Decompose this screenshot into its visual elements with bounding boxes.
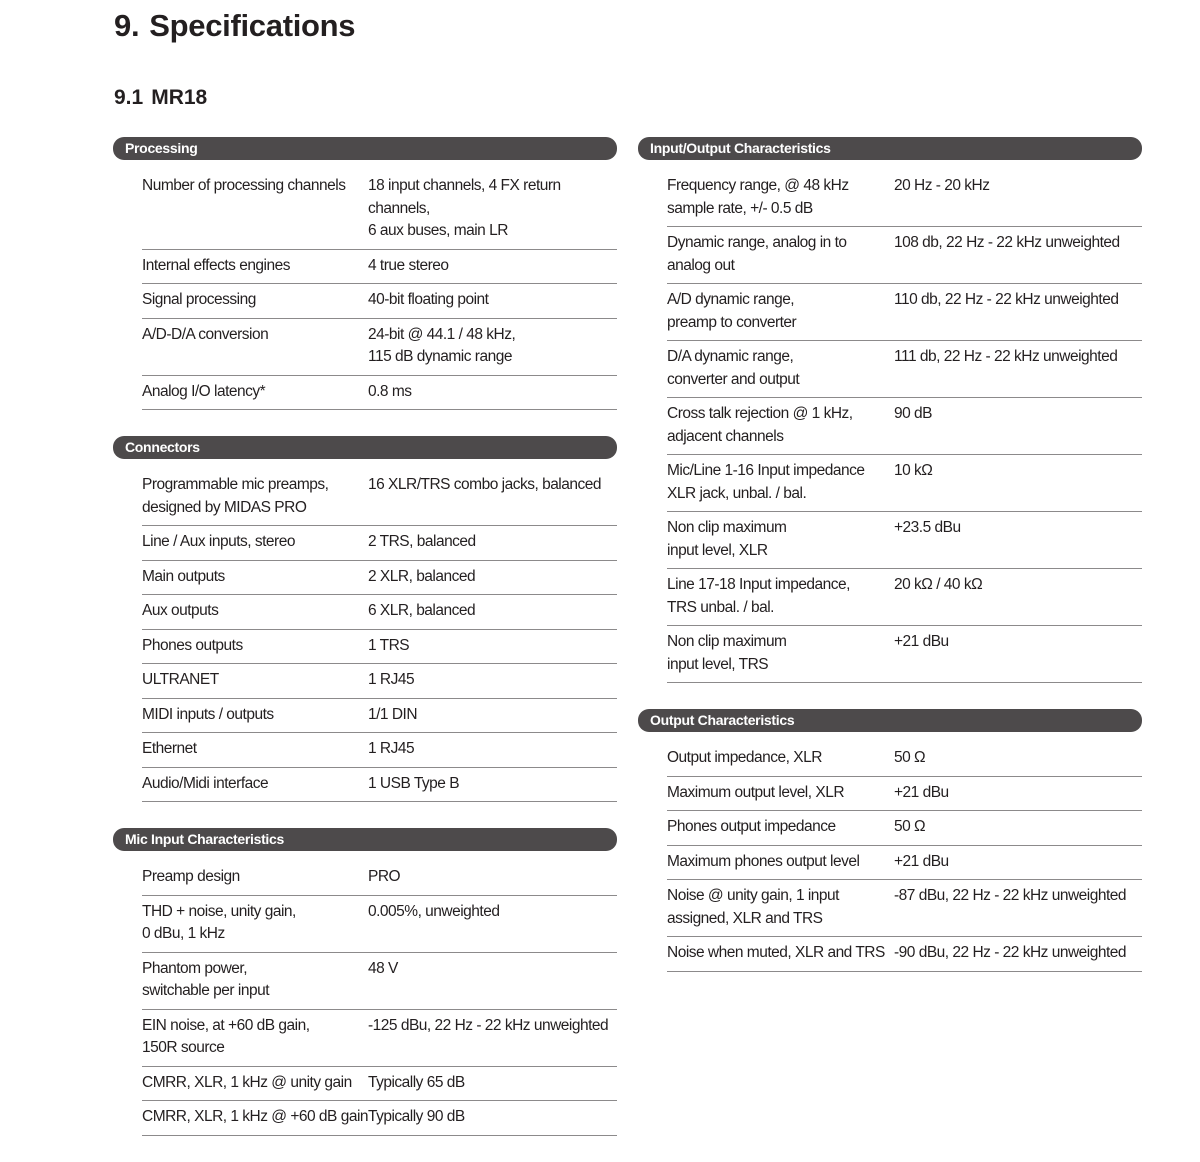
spec-value: 0.005%, unweighted [368, 902, 500, 920]
spec-row [667, 846, 1142, 881]
spec-row [142, 376, 617, 411]
spec-section-input-output-characteristics [638, 137, 1142, 683]
spec-label: Ethernet [142, 740, 197, 757]
spec-label: A/D dynamic range, preamp to converter [667, 291, 797, 331]
spec-label: CMRR, XLR, 1 kHz @ +60 dB gain [142, 1108, 369, 1125]
section-number: 9.1 [114, 86, 144, 109]
spec-value: 6 XLR, balanced [368, 602, 476, 619]
spec-value: 20 kΩ / 40 kΩ [894, 576, 983, 593]
chapter-heading [114, 8, 355, 44]
spec-label: Phantom power, switchable per input [142, 959, 269, 999]
section-title: MR18 [151, 86, 208, 109]
spec-label: MIDI inputs / outputs [142, 705, 274, 723]
spec-row [142, 170, 617, 250]
spec-value: -90 dBu, 22 Hz - 22 kHz unweighted [894, 944, 1126, 961]
section-header: Mic Input Characteristics [113, 828, 617, 851]
spec-value: 18 input channels, 4 FX return channels, 6 aux buses, main LR [368, 177, 561, 239]
spec-row [142, 250, 617, 285]
spec-value: +21 dBu [894, 633, 949, 650]
spec-row [142, 1067, 617, 1102]
spec-value: 90 dB [894, 405, 933, 422]
spec-row [667, 341, 1142, 398]
spec-label: CMRR, XLR, 1 kHz @ unity gain [142, 1073, 352, 1091]
spec-row [667, 880, 1142, 937]
spec-label: Phones outputs [142, 636, 243, 654]
spec-value: 2 TRS, balanced [368, 533, 476, 550]
spec-row [667, 569, 1142, 626]
spec-label: THD + noise, unity gain, 0 dBu, 1 kHz [142, 902, 296, 942]
right-column [638, 137, 1142, 998]
spec-label: Preamp design [142, 868, 240, 885]
spec-row [667, 742, 1142, 777]
spec-section-processing [113, 137, 617, 410]
spec-label: Noise @ unity gain, 1 input assigned, XLR and TRS [667, 887, 839, 927]
spec-row [667, 227, 1142, 284]
spec-value: 20 Hz - 20 kHz [894, 177, 990, 194]
spec-value: 1/1 DIN [368, 705, 418, 723]
spec-value: Typically 65 dB [368, 1073, 465, 1091]
spec-table [142, 170, 617, 410]
spec-label: Dynamic range, analog in to analog out [667, 234, 847, 274]
spec-row [142, 595, 617, 630]
spec-table [667, 170, 1142, 683]
spec-value: -87 dBu, 22 Hz - 22 kHz unweighted [894, 887, 1126, 904]
spec-row [142, 319, 617, 376]
spec-value: 1 RJ45 [368, 671, 415, 688]
spec-value: PRO [368, 868, 401, 885]
spec-row [667, 284, 1142, 341]
spec-table [142, 861, 617, 1136]
spec-value: 0.8 ms [368, 382, 412, 400]
spec-value: 24-bit @ 44.1 / 48 kHz, 115 dB dynamic range [368, 325, 516, 365]
spec-table [142, 469, 617, 802]
chapter-number: 9. [114, 8, 140, 43]
spec-value: 108 db, 22 Hz - 22 kHz unweighted [894, 234, 1120, 251]
spec-value: 4 true stereo [368, 256, 449, 274]
spec-value: 1 TRS [368, 636, 410, 654]
section-header: Output Characteristics [638, 709, 1142, 732]
spec-table [667, 742, 1142, 972]
spec-label: D/A dynamic range, converter and output [667, 348, 800, 388]
spec-label: Phones output impedance [667, 818, 836, 835]
spec-value: 48 V [368, 959, 398, 977]
spec-label: Analog I/O latency* [142, 382, 266, 400]
spec-value: +21 dBu [894, 852, 949, 870]
spec-label: Line / Aux inputs, stereo [142, 533, 295, 550]
spec-row [142, 284, 617, 319]
spec-value: +23.5 dBu [894, 519, 961, 536]
spec-value: -125 dBu, 22 Hz - 22 kHz unweighted [368, 1016, 609, 1034]
spec-value: 1 RJ45 [368, 740, 415, 757]
spec-row [667, 811, 1142, 846]
spec-label: Line 17-18 Input impedance, TRS unbal. / bal. [667, 576, 850, 616]
spec-row [142, 561, 617, 596]
spec-label: Frequency range, @ 48 kHz sample rate, +/- 0.5 dB [667, 177, 849, 217]
spec-value: 10 kΩ [894, 462, 933, 479]
spec-row [142, 1101, 617, 1136]
spec-label: A/D-D/A conversion [142, 325, 269, 343]
spec-label: Non clip maximum input level, TRS [667, 633, 787, 673]
spec-value: 2 XLR, balanced [368, 567, 476, 585]
spec-row [667, 512, 1142, 569]
spec-label: Maximum phones output level [667, 852, 860, 870]
spec-label: Audio/Midi interface [142, 774, 269, 792]
spec-value: +21 dBu [894, 783, 949, 801]
spec-section-connectors [113, 436, 617, 802]
spec-row [142, 896, 617, 953]
spec-label: Non clip maximum input level, XLR [667, 519, 787, 559]
section-heading [114, 86, 207, 110]
spec-row [667, 937, 1142, 972]
spec-label: Internal effects engines [142, 256, 290, 274]
chapter-title: Specifications [149, 8, 356, 43]
spec-row [142, 630, 617, 665]
spec-row [667, 170, 1142, 227]
spec-row [142, 1010, 617, 1067]
spec-row [667, 626, 1142, 683]
spec-label: Mic/Line 1-16 Input impedance XLR jack, unbal. / bal. [667, 462, 865, 502]
spec-label: Maximum output level, XLR [667, 783, 845, 801]
spec-row [142, 953, 617, 1010]
spec-label: Main outputs [142, 567, 225, 585]
spec-row [667, 777, 1142, 812]
spec-row [142, 861, 617, 896]
spec-row [142, 664, 617, 699]
spec-row [142, 733, 617, 768]
spec-label: Programmable mic preamps, designed by MIDAS PRO [142, 476, 329, 516]
spec-value: Typically 90 dB [368, 1108, 465, 1125]
spec-row [142, 526, 617, 561]
spec-label: Cross talk rejection @ 1 kHz, adjacent channels [667, 405, 853, 445]
spec-row [667, 455, 1142, 512]
spec-label: ULTRANET [142, 671, 219, 688]
spec-row [142, 469, 617, 526]
spec-value: 40-bit floating point [368, 291, 489, 308]
spec-value: 50 Ω [894, 818, 926, 835]
spec-row [667, 398, 1142, 455]
spec-label: Aux outputs [142, 602, 219, 619]
spec-value: 1 USB Type B [368, 774, 460, 792]
spec-value: 111 db, 22 Hz - 22 kHz unweighted [894, 348, 1118, 365]
spec-row [142, 699, 617, 734]
spec-section-mic-input-characteristics [113, 828, 617, 1136]
section-header: Connectors [113, 436, 617, 459]
spec-label: EIN noise, at +60 dB gain, 150R source [142, 1016, 310, 1056]
left-column [113, 137, 617, 1162]
spec-label: Noise when muted, XLR and TRS [667, 944, 885, 961]
section-header: Input/Output Characteristics [638, 137, 1142, 160]
spec-label: Signal processing [142, 291, 256, 308]
spec-label: Number of processing channels [142, 177, 346, 194]
spec-label: Output impedance, XLR [667, 749, 822, 766]
spec-value: 50 Ω [894, 749, 926, 766]
spec-value: 110 db, 22 Hz - 22 kHz unweighted [894, 291, 1119, 308]
spec-row [142, 768, 617, 803]
section-header: Processing [113, 137, 617, 160]
spec-section-output-characteristics [638, 709, 1142, 972]
spec-value: 16 XLR/TRS combo jacks, balanced [368, 476, 601, 493]
